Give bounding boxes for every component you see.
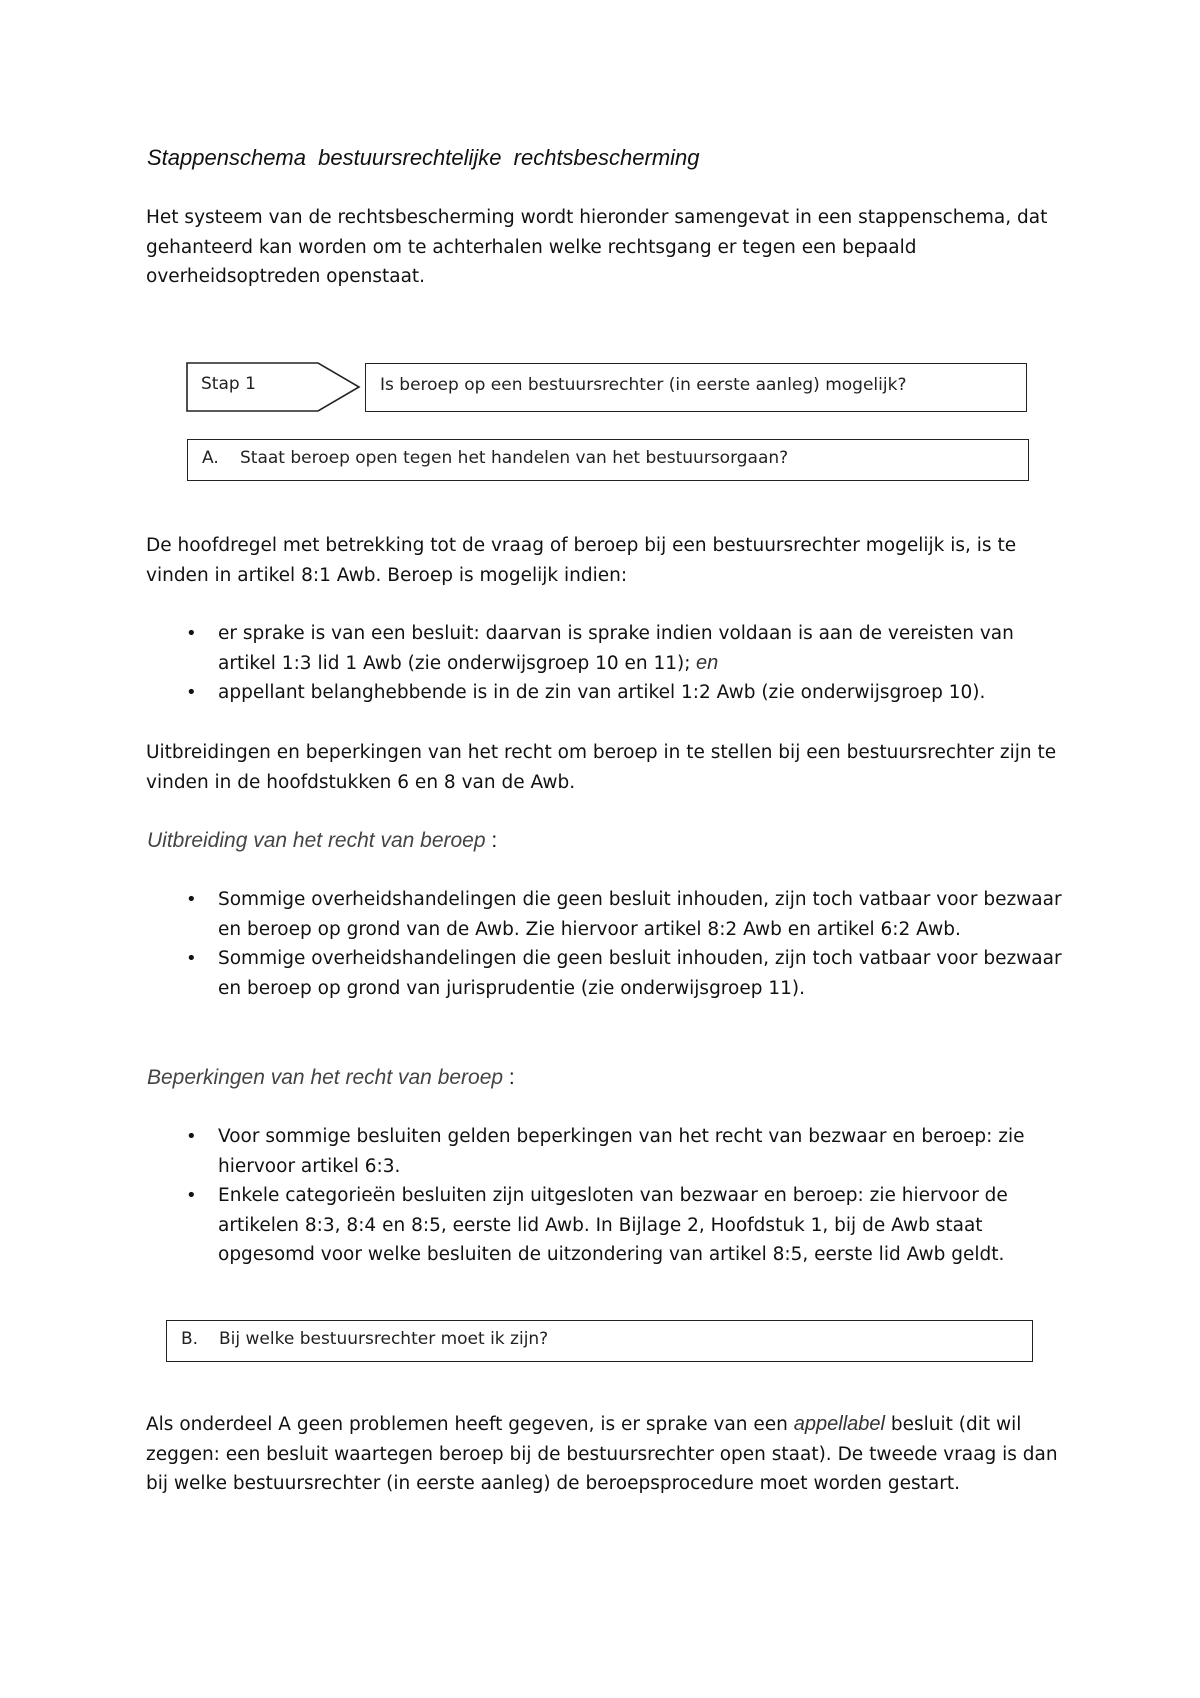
limitation-list (146, 1122, 1071, 1270)
question-b-letter: B. (181, 1329, 199, 1349)
extension-list (146, 885, 1071, 1003)
document-title: Stappenschema bestuursrechtelijke rechtsbescherming (147, 145, 700, 170)
step-question-box (365, 363, 1027, 412)
list-item (146, 1122, 1071, 1181)
bullet-icon: • (186, 1185, 197, 1206)
closing-paragraph (146, 1410, 1071, 1499)
step-label: Stap 1 (201, 374, 256, 394)
conditions-list (146, 619, 1071, 708)
closing-emphasis: appellabel (793, 1413, 885, 1435)
closing-text-before: Als onderdeel A geen problemen heeft gegeven, is er sprake van een (146, 1414, 794, 1435)
list-item (146, 1181, 1071, 1270)
bullet-icon: • (186, 889, 197, 910)
intro-paragraph: Het systeem van de rechtsbescherming wordt hieronder samengevat in een stappenschema, dat gehanteerd kan worden om te achterhalen welke rechtsgang er tegen een bepaald overheidsoptreden openstaat. (146, 207, 1048, 287)
bullet-icon: • (186, 1126, 197, 1147)
limitation-heading-text: Beperkingen van het recht van beroep (147, 1066, 504, 1089)
bullet-icon: • (186, 948, 197, 969)
limitation-item-text: Enkele categorieën besluiten zijn uitgesloten van bezwaar en beroep: zie hiervoor de artikelen 8:3, 8:4 en 8:5, eerste lid Awb. In Bijlage 2, Hoofdstuk 1, bij de Awb staat opgesomd voor welke besluiten de uitzondering van artikel 8:5, eerste lid Awb geldt. (218, 1185, 1008, 1265)
list-item (146, 944, 1071, 1003)
question-a-text: Staat beroep open tegen het handelen van het bestuursorgaan? (240, 448, 789, 468)
list-item (146, 678, 1071, 708)
question-a-box (187, 439, 1029, 481)
extensions-intro-paragraph: Uitbreidingen en beperkingen van het recht om beroep in te stellen bij een bestuursrechter zijn te vinden in de hoofdstukken 6 en 8 van de Awb. (146, 742, 1057, 793)
extension-heading (147, 829, 497, 853)
step-question-text: Is beroep op een bestuursrechter (in eerste aanleg) mogelijk? (380, 375, 907, 395)
extension-item-text: Sommige overheidshandelingen die geen besluit inhouden, zijn toch vatbaar voor bezwaar en beroep op grond van de Awb. Zie hiervoor artikel 8:2 Awb en artikel 6:2 Awb. (218, 889, 1062, 940)
extension-heading-text: Uitbreiding van het recht van beroep (147, 829, 486, 852)
closing-text-after: besluit (dit wil zeggen: een besluit waartegen beroep bij de bestuursrechter open staat). De tweede vraag is dan bij welke bestuursrechter (in eerste aanleg) de beroepsprocedure moet worden gestart. (146, 1414, 1058, 1494)
extension-heading-colon: : (485, 829, 498, 852)
limitation-heading (147, 1066, 515, 1090)
question-b-text: Bij welke bestuursrechter moet ik zijn? (219, 1329, 549, 1349)
question-b-box (166, 1320, 1033, 1362)
question-a-letter: A. (202, 448, 219, 468)
condition-text: appellant belanghebbende is in de zin van artikel 1:2 Awb (zie onderwijsgroep 10). (218, 682, 986, 703)
condition-suffix: en (690, 651, 719, 674)
bullet-icon: • (186, 682, 197, 703)
bullet-icon: • (186, 623, 197, 644)
limitation-item-text: Voor sommige besluiten gelden beperkingen van het recht van bezwaar en beroep: zie hiervoor artikel 6:3. (218, 1126, 1025, 1177)
limitation-heading-colon: : (503, 1066, 515, 1089)
main-rule-paragraph: De hoofdregel met betrekking tot de vraag of beroep bij een bestuursrechter mogelijk is, is te vinden in artikel 8:1 Awb. Beroep is mogelijk indien: (146, 535, 1017, 586)
condition-text: er sprake is van een besluit: daarvan is sprake indien voldaan is aan de vereisten van artikel 1:3 lid 1 Awb (zie onderwijsgroep 10 en 11); (218, 623, 1014, 674)
extension-item-text: Sommige overheidshandelingen die geen besluit inhouden, zijn toch vatbaar voor bezwaar en beroep op grond van jurisprudentie (zie onderwijsgroep 11). (218, 948, 1062, 999)
list-item (146, 619, 1071, 678)
list-item (146, 885, 1071, 944)
